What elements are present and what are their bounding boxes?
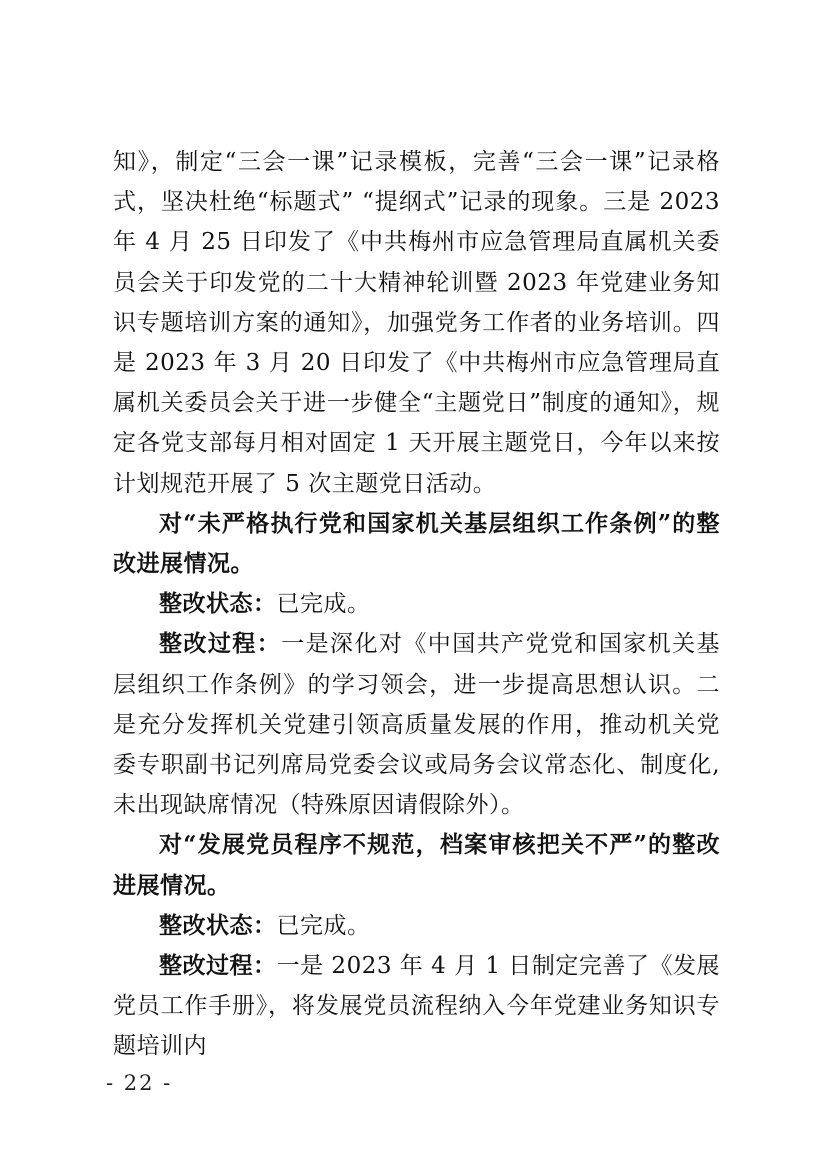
status-line bbox=[113, 584, 720, 624]
status-line bbox=[113, 906, 720, 946]
status-label: 整改状态： bbox=[159, 911, 277, 939]
section-rectification-2 bbox=[113, 825, 720, 1066]
process-label: 整改过程： bbox=[159, 952, 277, 980]
section-heading: 对“未严格执行党和国家机关基层组织工作条例”的整改进展情况。 bbox=[113, 509, 720, 578]
process-value: 一是 2023 年 4 月 1 日制定完善了《发展党员工作手册》，将发展党员流程纳入今年党建业务知识专题培训内 bbox=[113, 953, 721, 1060]
status-value: 已完成。 bbox=[276, 912, 371, 939]
document-body bbox=[113, 142, 720, 1067]
page-number: - 22 - bbox=[106, 1071, 173, 1095]
section-heading: 对“发展党员程序不规范，档案审核把关不严”的整改进展情况。 bbox=[113, 831, 720, 899]
section-rectification-1 bbox=[113, 504, 720, 826]
process-label: 整改过程： bbox=[159, 630, 282, 658]
status-value: 已完成。 bbox=[276, 591, 371, 618]
paragraph-continuation: 知》，制定“三会一课”记录模板，完善“三会一课”记录格式，坚决杜绝“标题式” “提纲式”记录的现象。三是 2023 年 4 月 25 日印发了《中共梅州市应急管理局直属机关委员会关于印发党的二十大精神轮训暨 2023 年党建业务知识专题培训方案的通知》，加强党务工作者的业务培训。四是 2023 年 3 月 20 日印发了《中共梅州市应急管理局直属机关委员会关于进一步健全“主题党日”制度的通知》，规定各党支部每月相对固定 1 天开展主题党日，今年以来按计划规范开展了 5 次主题党日活动。 bbox=[113, 149, 720, 497]
process-line bbox=[113, 946, 720, 1067]
process-line bbox=[113, 624, 720, 825]
process-value: 一是深化对《中国共产党党和国家机关基层组织工作条例》的学习领会，进一步提高思想认识。二是充分发挥机关党建引领高质量发展的作用，推动机关党委专职副书记列席局党委会议或局务会议常态化、制度化,未出现缺席情况（特殊原因请假除外）。 bbox=[113, 631, 721, 819]
status-label: 整改状态： bbox=[159, 590, 277, 618]
